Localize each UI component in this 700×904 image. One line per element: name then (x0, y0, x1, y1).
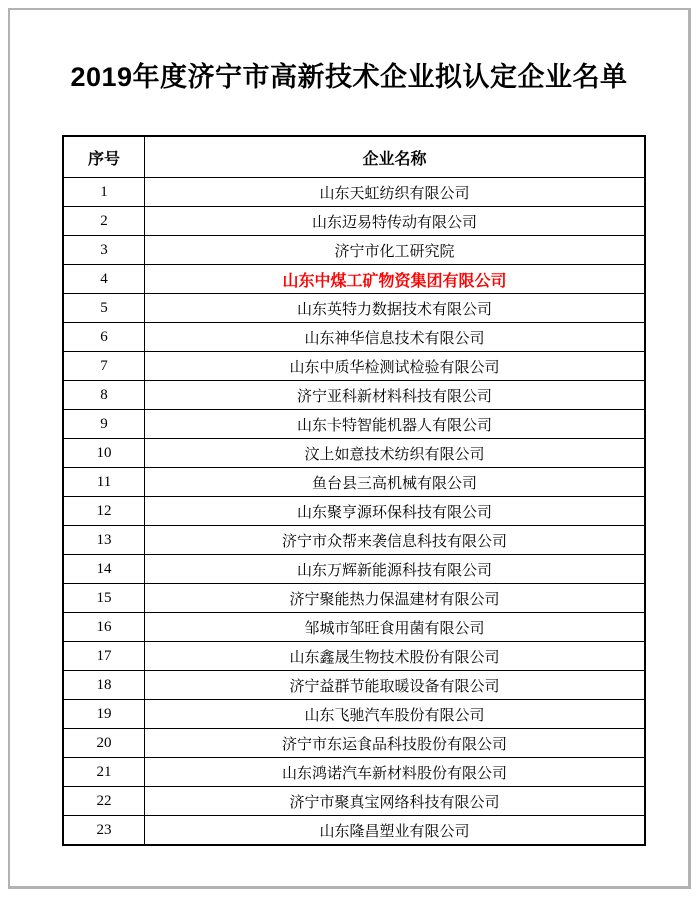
company-name: 山东英特力数据技术有限公司 (145, 294, 646, 323)
company-name: 山东中质华检测试检验有限公司 (145, 352, 646, 381)
company-name: 汶上如意技术纺织有限公司 (145, 439, 646, 468)
row-serial-number: 19 (63, 700, 145, 729)
row-serial-number: 8 (63, 381, 145, 410)
table-body (63, 178, 645, 846)
company-name: 济宁市东运食品科技股份有限公司 (145, 729, 646, 758)
table-row (63, 323, 645, 352)
row-serial-number: 1 (63, 178, 145, 207)
row-serial-number: 20 (63, 729, 145, 758)
table-header (63, 136, 645, 178)
table-row (63, 613, 645, 642)
table-row (63, 468, 645, 497)
row-serial-number: 5 (63, 294, 145, 323)
table-row (63, 265, 645, 294)
company-name: 山东隆昌塑业有限公司 (145, 816, 646, 846)
row-serial-number: 10 (63, 439, 145, 468)
table-row (63, 671, 645, 700)
row-serial-number: 6 (63, 323, 145, 352)
enterprise-table (62, 135, 646, 846)
row-serial-number: 21 (63, 758, 145, 787)
table-row (63, 584, 645, 613)
row-serial-number: 17 (63, 642, 145, 671)
company-name: 山东飞驰汽车股份有限公司 (145, 700, 646, 729)
company-name: 鱼台县三高机械有限公司 (145, 468, 646, 497)
table-row (63, 236, 645, 265)
row-serial-number: 14 (63, 555, 145, 584)
table-row (63, 729, 645, 758)
company-name: 山东鸿诺汽车新材料股份有限公司 (145, 758, 646, 787)
row-serial-number: 7 (63, 352, 145, 381)
col-header-serial-number: 序号 (63, 136, 145, 178)
table-row (63, 526, 645, 555)
company-name: 济宁市聚真宝网络科技有限公司 (145, 787, 646, 816)
row-serial-number: 11 (63, 468, 145, 497)
col-header-company-name: 企业名称 (145, 136, 646, 178)
table-row (63, 381, 645, 410)
page-title: 2019年度济宁市高新技术企业拟认定企业名单 (70, 62, 628, 92)
table-row (63, 555, 645, 584)
company-name: 济宁市化工研究院 (145, 236, 646, 265)
table-row (63, 642, 645, 671)
row-serial-number: 23 (63, 816, 145, 846)
table-row (63, 700, 645, 729)
company-name: 山东天虹纺织有限公司 (145, 178, 646, 207)
table-row (63, 352, 645, 381)
table-row (63, 758, 645, 787)
document-page (8, 8, 691, 889)
row-serial-number: 4 (63, 265, 145, 294)
row-serial-number: 2 (63, 207, 145, 236)
row-serial-number: 22 (63, 787, 145, 816)
company-name: 济宁益群节能取暖设备有限公司 (145, 671, 646, 700)
row-serial-number: 16 (63, 613, 145, 642)
row-serial-number: 9 (63, 410, 145, 439)
company-name: 济宁市众帮来袭信息科技有限公司 (145, 526, 646, 555)
company-name: 济宁亚科新材料科技有限公司 (145, 381, 646, 410)
row-serial-number: 13 (63, 526, 145, 555)
table-row (63, 787, 645, 816)
company-name: 山东鑫晟生物技术股份有限公司 (145, 642, 646, 671)
company-name: 山东迈易特传动有限公司 (145, 207, 646, 236)
table-row (63, 816, 645, 846)
row-serial-number: 12 (63, 497, 145, 526)
table-row (63, 294, 645, 323)
header-row (63, 136, 645, 178)
table-row (63, 439, 645, 468)
row-serial-number: 3 (63, 236, 145, 265)
table-row (63, 178, 645, 207)
table-row (63, 207, 645, 236)
company-name: 济宁聚能热力保温建材有限公司 (145, 584, 646, 613)
company-name: 山东聚亨源环保科技有限公司 (145, 497, 646, 526)
company-name: 山东神华信息技术有限公司 (145, 323, 646, 352)
table-row (63, 410, 645, 439)
company-name: 邹城市邹旺食用菌有限公司 (145, 613, 646, 642)
company-name: 山东卡特智能机器人有限公司 (145, 410, 646, 439)
row-serial-number: 15 (63, 584, 145, 613)
company-name: 山东万辉新能源科技有限公司 (145, 555, 646, 584)
table-row (63, 497, 645, 526)
row-serial-number: 18 (63, 671, 145, 700)
company-name-highlighted: 山东中煤工矿物资集团有限公司 (145, 265, 646, 294)
